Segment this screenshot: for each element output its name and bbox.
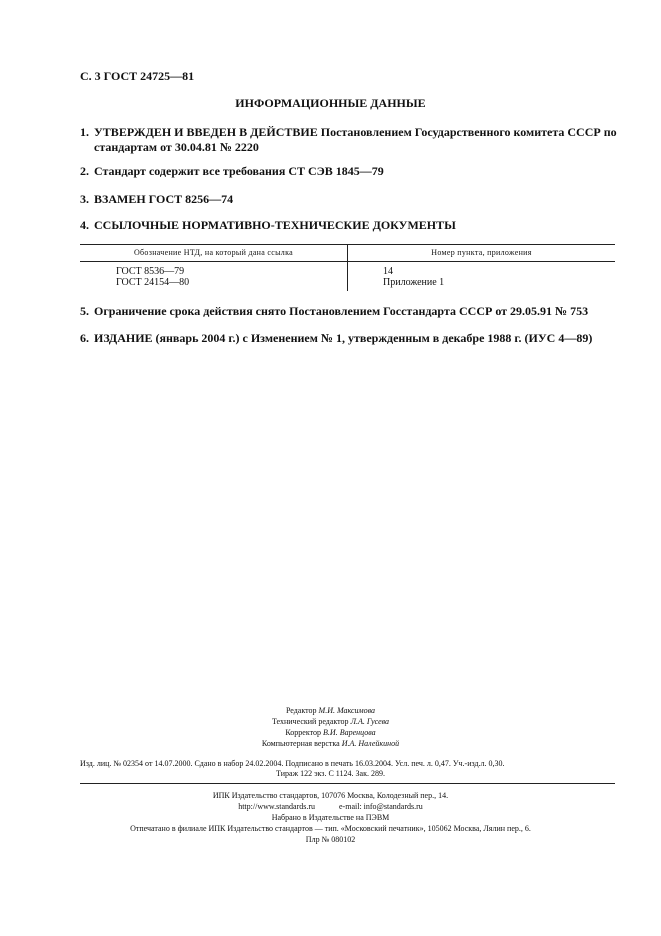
imprint-contacts: http://www.standards.ru e-mail: info@standards.ru bbox=[238, 802, 423, 811]
item-text-continuation: стандартам от 30.04.81 № 2220 bbox=[94, 140, 259, 154]
credit-proofreader: Корректор В.И. Варенцова bbox=[285, 728, 376, 737]
item-text: Ограничение срока действия снято Постановлением Госстандарта СССР от 29.05.91 № 753 bbox=[94, 304, 589, 318]
item-number: 5. bbox=[80, 304, 89, 318]
info-item-2 bbox=[80, 164, 384, 179]
item-text: Стандарт содержит все требования СТ СЭВ 1845—79 bbox=[94, 164, 384, 178]
imprint-typeset: Набрано в Издательстве на ПЭВМ bbox=[271, 813, 390, 822]
item-text: ВЗАМЕН ГОСТ 8256—74 bbox=[94, 192, 234, 206]
publication-details: Изд. лиц. № 02354 от 14.07.2000. Сдано в набор 24.02.2004. Подписано в печать 16.03.2004. Усл. печ. л. 0,47. Уч.-изд.л. 0,30. bbox=[80, 759, 505, 768]
table-cell: ГОСТ 8536—79 bbox=[116, 266, 185, 277]
credit-tech-editor: Технический редактор Л.А. Гусева bbox=[271, 717, 390, 726]
imprint-license: Плр № 080102 bbox=[305, 835, 356, 844]
item-number: 2. bbox=[80, 164, 89, 178]
credit-layout: Компьютерная верстка И.А. Налейкиной bbox=[261, 739, 400, 748]
page-title: ИНФОРМАЦИОННЫЕ ДАННЫЕ bbox=[235, 96, 426, 110]
imprint-divider bbox=[80, 783, 615, 784]
info-item-1 bbox=[80, 125, 617, 155]
table-cell: ГОСТ 24154—80 bbox=[116, 277, 190, 288]
print-run: Тираж 122 экз. С 1124. Зак. 289. bbox=[276, 769, 385, 778]
item-number: 4. bbox=[80, 218, 89, 232]
credit-editor: Редактор М.И. Максимова bbox=[285, 706, 376, 715]
item-text: УТВЕРЖДЕН И ВВЕДЕН В ДЕЙСТВИЕ Постановлением Государственного комитета СССР по bbox=[94, 125, 617, 139]
table-header-ref: Номер пункта, приложения bbox=[431, 248, 532, 257]
item-number: 3. bbox=[80, 192, 89, 206]
info-item-3 bbox=[80, 192, 233, 207]
item-number: 1. bbox=[80, 125, 89, 139]
imprint-printer: Отпечатано в филиале ИПК Издательство стандартов — тип. «Московский печатник», 105062 Москва, Лялин пер., 6. bbox=[130, 824, 531, 833]
info-item-4 bbox=[80, 218, 456, 233]
item-text: ИЗДАНИЕ (январь 2004 г.) с Изменением № 1, утвержденным в декабре 1988 г. (ИУС 4—89) bbox=[94, 331, 593, 345]
info-item-6 bbox=[80, 331, 592, 346]
table-cell: 14 bbox=[383, 266, 393, 277]
table-cell: Приложение 1 bbox=[383, 277, 445, 288]
imprint-publisher: ИПК Издательство стандартов, 107076 Москва, Колодезный пер., 14. bbox=[212, 791, 449, 800]
item-text: ССЫЛОЧНЫЕ НОРМАТИВНО-ТЕХНИЧЕСКИЕ ДОКУМЕНТЫ bbox=[94, 218, 456, 232]
page-header: С. 3 ГОСТ 24725—81 bbox=[80, 69, 195, 83]
info-item-5 bbox=[80, 304, 588, 319]
table-column-docs bbox=[116, 266, 189, 288]
item-number: 6. bbox=[80, 331, 89, 345]
table-column-refs bbox=[383, 266, 444, 288]
table-header-doc: Обозначение НТД, на который дана ссылка bbox=[133, 248, 294, 257]
